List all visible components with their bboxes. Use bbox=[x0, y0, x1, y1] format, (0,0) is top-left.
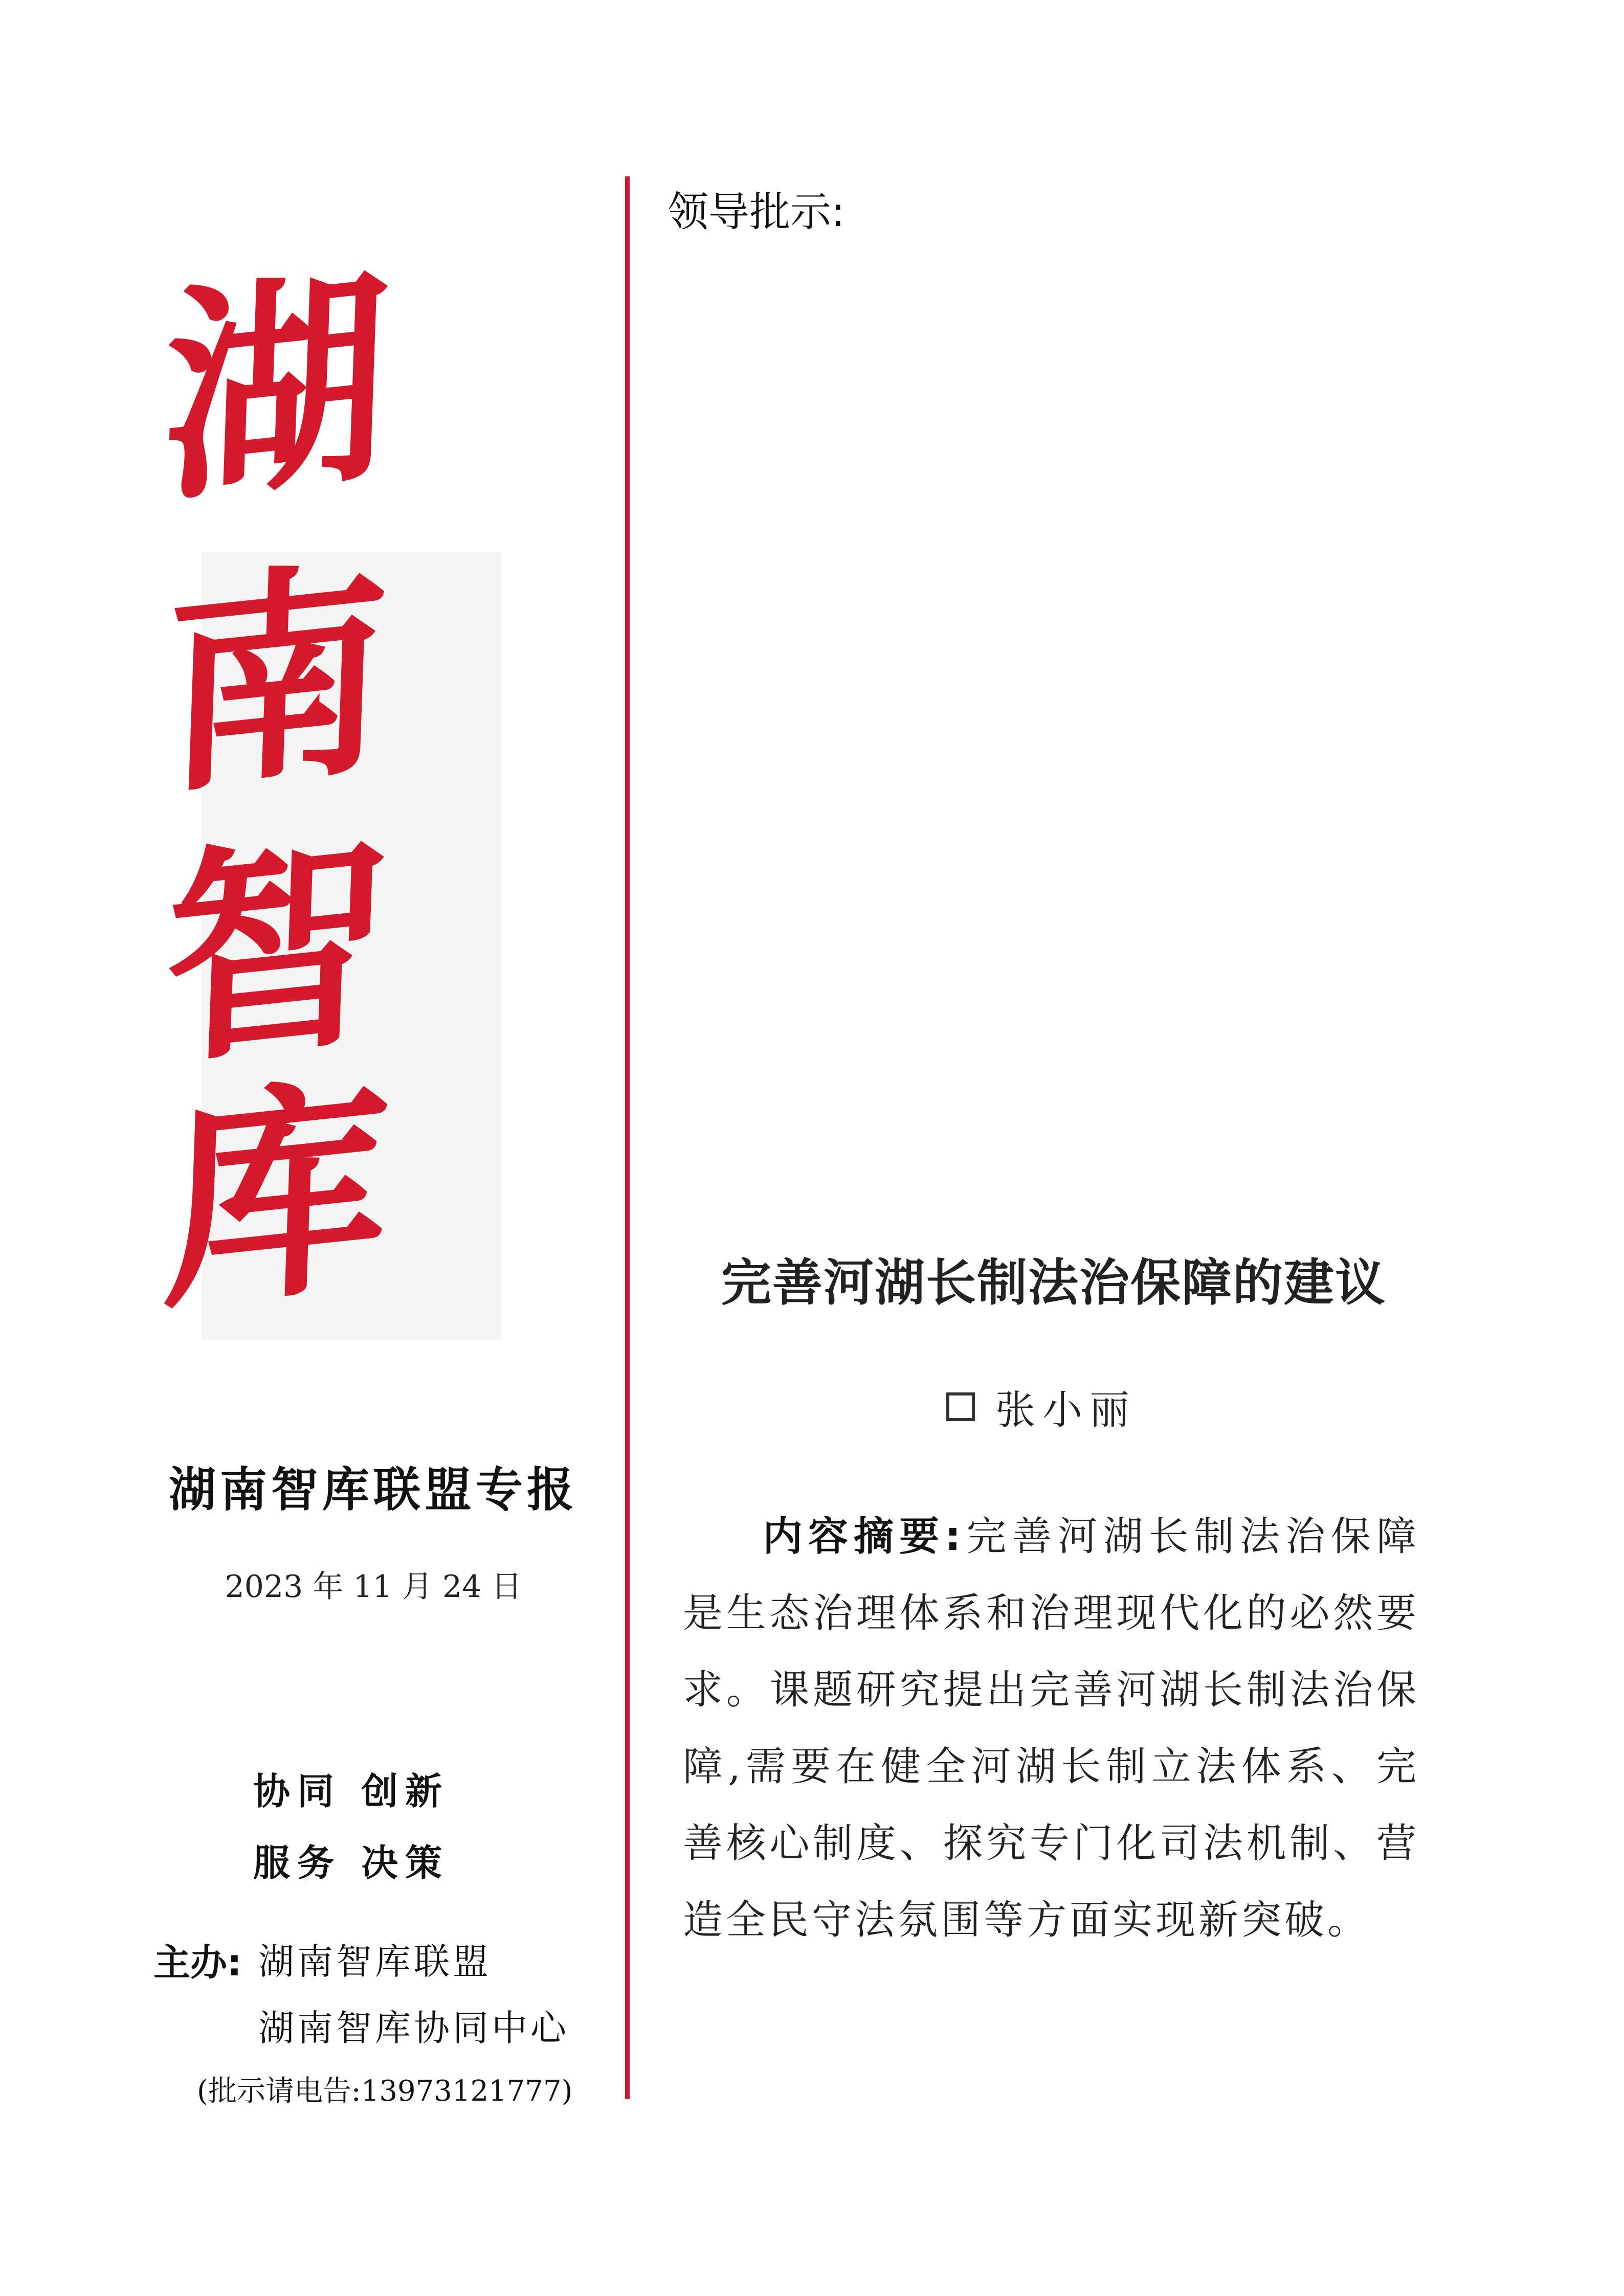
host-name-2: 湖南智库协同中心 bbox=[258, 2007, 569, 2049]
author-name: 张小丽 bbox=[995, 1387, 1137, 1433]
square-icon bbox=[946, 1392, 975, 1421]
red-divider bbox=[625, 176, 630, 2099]
host-label: 主办: bbox=[153, 1941, 242, 1984]
author-line bbox=[946, 1378, 1137, 1435]
logo-char-3: 智 bbox=[160, 805, 393, 1096]
article-title: 完善河湖长制法治保障的建议 bbox=[721, 1254, 1386, 1312]
abstract-label: 内容摘要: bbox=[763, 1514, 964, 1560]
abstract-text: 完善河湖长制法治保障是生态治理体系和治理现代化的必然要求。课题研究提出完善河湖长制法治保障,需要在健全河湖长制立法体系、完善核心制度、探究专门化司法机制、营造全民守法氛围等方面实现新突破。 bbox=[683, 1514, 1419, 1943]
phone-note: (批示请电告:13973121777) bbox=[197, 2075, 573, 2108]
leader-instructions-label: 领导批示: bbox=[668, 188, 845, 236]
motto-line-2: 服务 决策 bbox=[253, 1841, 450, 1884]
issue-date: 2023 年 11 月 24 日 bbox=[225, 1569, 522, 1605]
host-name-1: 湖南智库联盟 bbox=[258, 1941, 492, 1983]
logo-char-1: 湖 bbox=[160, 243, 393, 534]
logo-char-4: 库 bbox=[160, 1051, 393, 1342]
series-title: 湖南智库联盟专报 bbox=[168, 1462, 578, 1517]
logo-char-2: 南 bbox=[160, 534, 393, 825]
abstract bbox=[683, 1498, 1419, 1959]
motto-line-1: 协同 创新 bbox=[253, 1769, 450, 1813]
